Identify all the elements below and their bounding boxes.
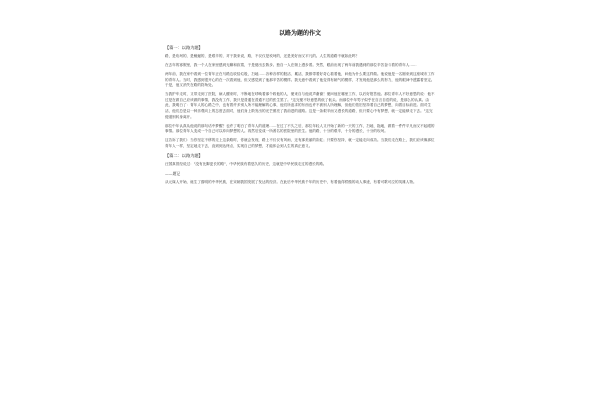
epigraph-sign: ——题记 <box>165 170 181 176</box>
document-title: 以路为题的作文 <box>278 30 321 37</box>
paragraph: 两年前，我在家中看到一位青年正在马路边收拾垃圾，扫地……各种各样的脏活、累活，我都带着好奇心看着他，问他为什么要这样做。他说他是一名刚来到这座城市工作的青年人。当时，我感到很开心的在一次看到他，但又感觉到了他那辛苦的模样。我无意中看到了他变得有朝气的模样，才发现他是那么的努力，他的眼神中透露着坚定。于是，他又消失在路的拐角处。 <box>165 71 435 88</box>
paragraph: 汪国真曾经说过："没有比脚更长的路"，中华民族有着悠久的历史，这就是中华民族走过的漫长的路。 <box>165 161 327 166</box>
section-1-heading: 【篇一：以路为题】 <box>165 45 203 50</box>
paragraph: 那位中年认真从他说的那句话中梦醒？也许了明白了青年人的道理……在过了不久之后，那位年轻人又开始了新的一天的工作，扫地、拖地，做着一件件平凡而又不起眼的事情。那位青年人变成一个自己可以冲向梦想的人。再然后变成一所著名的医院里的医生。他的路，十分的艰辛，十分的漫长，十分的坎坷。 <box>165 123 435 134</box>
paragraph: 当我护车走时，又带走到了医院，病人醒来时，不断地在呼唤着那个救他的人，便来自与他说声谢谢！便问他在哪里工作，以后好报答他。那位青年人不好意思的说：他不过是在做自己应该做的事情，我没有工作，我只是普通在普通不过的医生罢了。"这完便不好意思的低了低头。而那位中年男子似乎在自言自语的说，是那么的认真。由此，我明白了：青年人的心路之中，也有着许多别人所不能理解的心事，他们所追求的东西也许不被别人所理解，但他们依旧坚持着自己的梦想，向着目标前进。面对生活，他们总是以一种乐观向上的态度去面对，他们身上散发出的光芒照亮了我前进的道路。这是一条艰辛而又漫长的道路，但只要心中有梦想，就一定能够走下去。"这完便道别转身离开。 <box>165 92 435 119</box>
paragraph: 这告诉了我们：当你坚定不移的走上这条路时，你就会发现，路上不仅仅有风雨，还有那美丽的彩虹；只要你坚持，就一定能走向成功。当我们走在路上，我们应该像那位青年人一样，坚定地走下去，直到到达终点，实现自己的梦想，才能体会到人生的真正意义。 <box>165 138 435 148</box>
paragraph: 在去年的寒假里，我一个人在家里感到无聊和寂寞，于是便出去散步。独自一人在街上漫步着。突然，眼前出现了两年前我遇到的那位辛苦奋斗着的青年人…… <box>165 62 417 67</box>
paragraph: 从元谋人开始，诞生了蔚明的中华民族，在宋朝我国发展了发达的经济。在此后中华民族千年的历史中，有着值得骄傲的动人事迹，有着可歌可泣的英雄人物。 <box>165 179 417 184</box>
document-page <box>165 28 435 398</box>
paragraph: 路，是坎坷的，是蜿蜒的，是艰辛的，对于我来说，路，不仅仅是坎坷的，还是美好而又平凡的。人生的道路不就如此吗？ <box>165 54 360 58</box>
section-2-heading: 【篇二：以路为题】 <box>165 152 203 158</box>
